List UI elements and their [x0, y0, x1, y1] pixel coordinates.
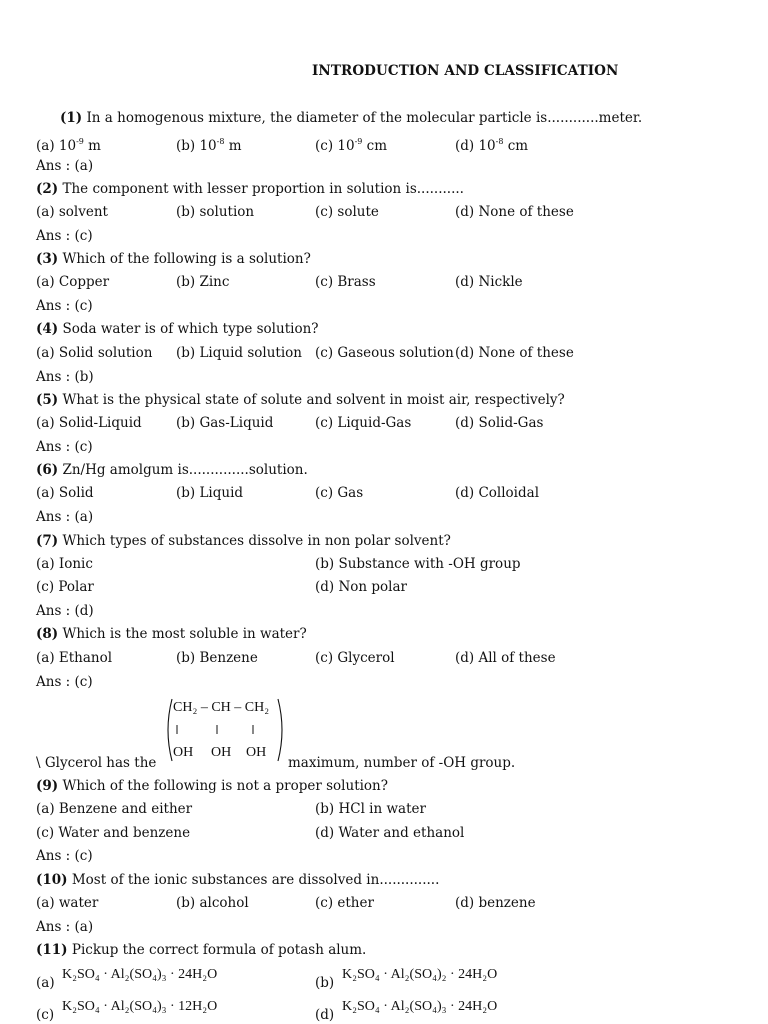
question-4: (4) Soda water is of which type solution?	[36, 321, 319, 337]
question-7: (7) Which types of substances dissolve in non polar solvent?	[36, 533, 451, 549]
answer-4: Ans : (b)	[36, 369, 94, 385]
answer-6: Ans : (a)	[36, 509, 94, 525]
question-text: In a homogenous mixture, the diameter of the molecular particle is............meter.	[86, 110, 643, 126]
option-c: (c)	[36, 1007, 55, 1023]
option-c: (c) Liquid-Gas	[315, 415, 412, 431]
structure-chain: CH₂ – CH – CH₂	[173, 700, 270, 715]
question-6: (6) Zn/Hg amolgum is..............solution.	[36, 462, 308, 478]
explanation-prefix: \ Glycerol has the	[36, 755, 157, 771]
option-a: (a) Solid	[36, 485, 94, 501]
option-b: (b) alcohol	[176, 895, 249, 911]
option-b: (b) Benzene	[176, 650, 258, 666]
answer-10: Ans : (a)	[36, 919, 94, 935]
question-5: (5) What is the physical state of solute and solvent in moist air, respectively?	[36, 392, 565, 408]
formula-d: K₂SO₄ · Al₂(SO₄)₃ · 24H₂O	[342, 999, 498, 1014]
question-11: (11) Pickup the correct formula of potash alum.	[36, 942, 367, 958]
question-8: (8) Which is the most soluble in water?	[36, 626, 307, 642]
question-10: (10) Most of the ionic substances are dissolved in..............	[36, 872, 440, 888]
option-b: (b) $10^{-8}$ m	[176, 137, 242, 154]
option-d: (d) None of these	[455, 204, 574, 220]
formula-a: K₂SO₄ · Al₂(SO₄)₃ · 24H₂O	[62, 967, 218, 982]
option-c: (c) Polar	[36, 579, 94, 595]
option-b: (b) Gas-Liquid	[176, 415, 274, 431]
option-d: (d) $10^{-8}$ cm	[455, 137, 529, 154]
option-d: (d) Non polar	[315, 579, 407, 595]
option-d: (d) All of these	[455, 650, 556, 666]
option-d: (d) Colloidal	[455, 485, 540, 501]
option-a: (a) $10^{-9}$ m	[36, 137, 101, 154]
option-c: (c) Gaseous solution	[315, 345, 454, 361]
question-number: (1)	[60, 110, 83, 126]
option-d: (d) Water and ethanol	[315, 825, 465, 841]
answer-7: Ans : (d)	[36, 603, 94, 619]
option-a: (a) solvent	[36, 204, 108, 220]
structure-oh-2: OH	[211, 745, 232, 760]
option-b: (b) solution	[176, 204, 255, 220]
answer-2: Ans : (c)	[36, 228, 93, 244]
answer-1: Ans : (a)	[36, 158, 94, 174]
option-a: (a)	[36, 975, 55, 991]
structure-oh-1: OH	[173, 745, 194, 760]
formula-b: K₂SO₄ · Al₂(SO₄)₂ · 24H₂O	[342, 967, 498, 982]
option-b: (b) Liquid	[176, 485, 244, 501]
question-3: (3) Which of the following is a solution?	[36, 251, 311, 267]
answer-5: Ans : (c)	[36, 439, 93, 455]
glycerol-structure	[162, 696, 288, 764]
option-a: (a) Ethanol	[36, 650, 113, 666]
option-a: (a) Solid solution	[36, 345, 153, 361]
question-2: (2) The component with lesser proportion in solution is...........	[36, 181, 464, 197]
option-c: (c) Glycerol	[315, 650, 395, 666]
option-c: (c) ether	[315, 895, 374, 911]
option-d: (d) None of these	[455, 345, 574, 361]
question-1	[60, 109, 642, 127]
explanation-suffix: maximum, number of -OH group.	[288, 755, 516, 771]
option-c: (c) Gas	[315, 485, 364, 501]
option-b: (b) Zinc	[176, 274, 230, 290]
option-d: (d)	[315, 1007, 335, 1023]
answer-8: Ans : (c)	[36, 674, 93, 690]
option-b: (b) Substance with -OH group	[315, 556, 521, 572]
option-d: (d) Nickle	[455, 274, 523, 290]
option-d: (d) Solid-Gas	[455, 415, 544, 431]
option-a: (a) Copper	[36, 274, 110, 290]
option-a: (a) Ionic	[36, 556, 93, 572]
option-c: (c) $10^{-9}$ cm	[315, 137, 388, 154]
answer-9: Ans : (c)	[36, 848, 93, 864]
option-a: (a) water	[36, 895, 99, 911]
formula-c: K₂SO₄ · Al₂(SO₄)₃ · 12H₂O	[62, 999, 218, 1014]
structure-oh-3: OH	[246, 745, 267, 760]
option-c: (c) Brass	[315, 274, 376, 290]
option-b: (b)	[315, 975, 335, 991]
option-b: (b) Liquid solution	[176, 345, 302, 361]
option-a: (a) Solid-Liquid	[36, 415, 142, 431]
option-a: (a) Benzene and either	[36, 801, 193, 817]
page-title: INTRODUCTION AND CLASSIFICATION	[312, 63, 619, 79]
option-b: (b) HCl in water	[315, 801, 426, 817]
option-c: (c) solute	[315, 204, 379, 220]
option-d: (d) benzene	[455, 895, 536, 911]
option-c: (c) Water and benzene	[36, 825, 191, 841]
question-9: (9) Which of the following is not a proper solution?	[36, 778, 388, 794]
answer-3: Ans : (c)	[36, 298, 93, 314]
